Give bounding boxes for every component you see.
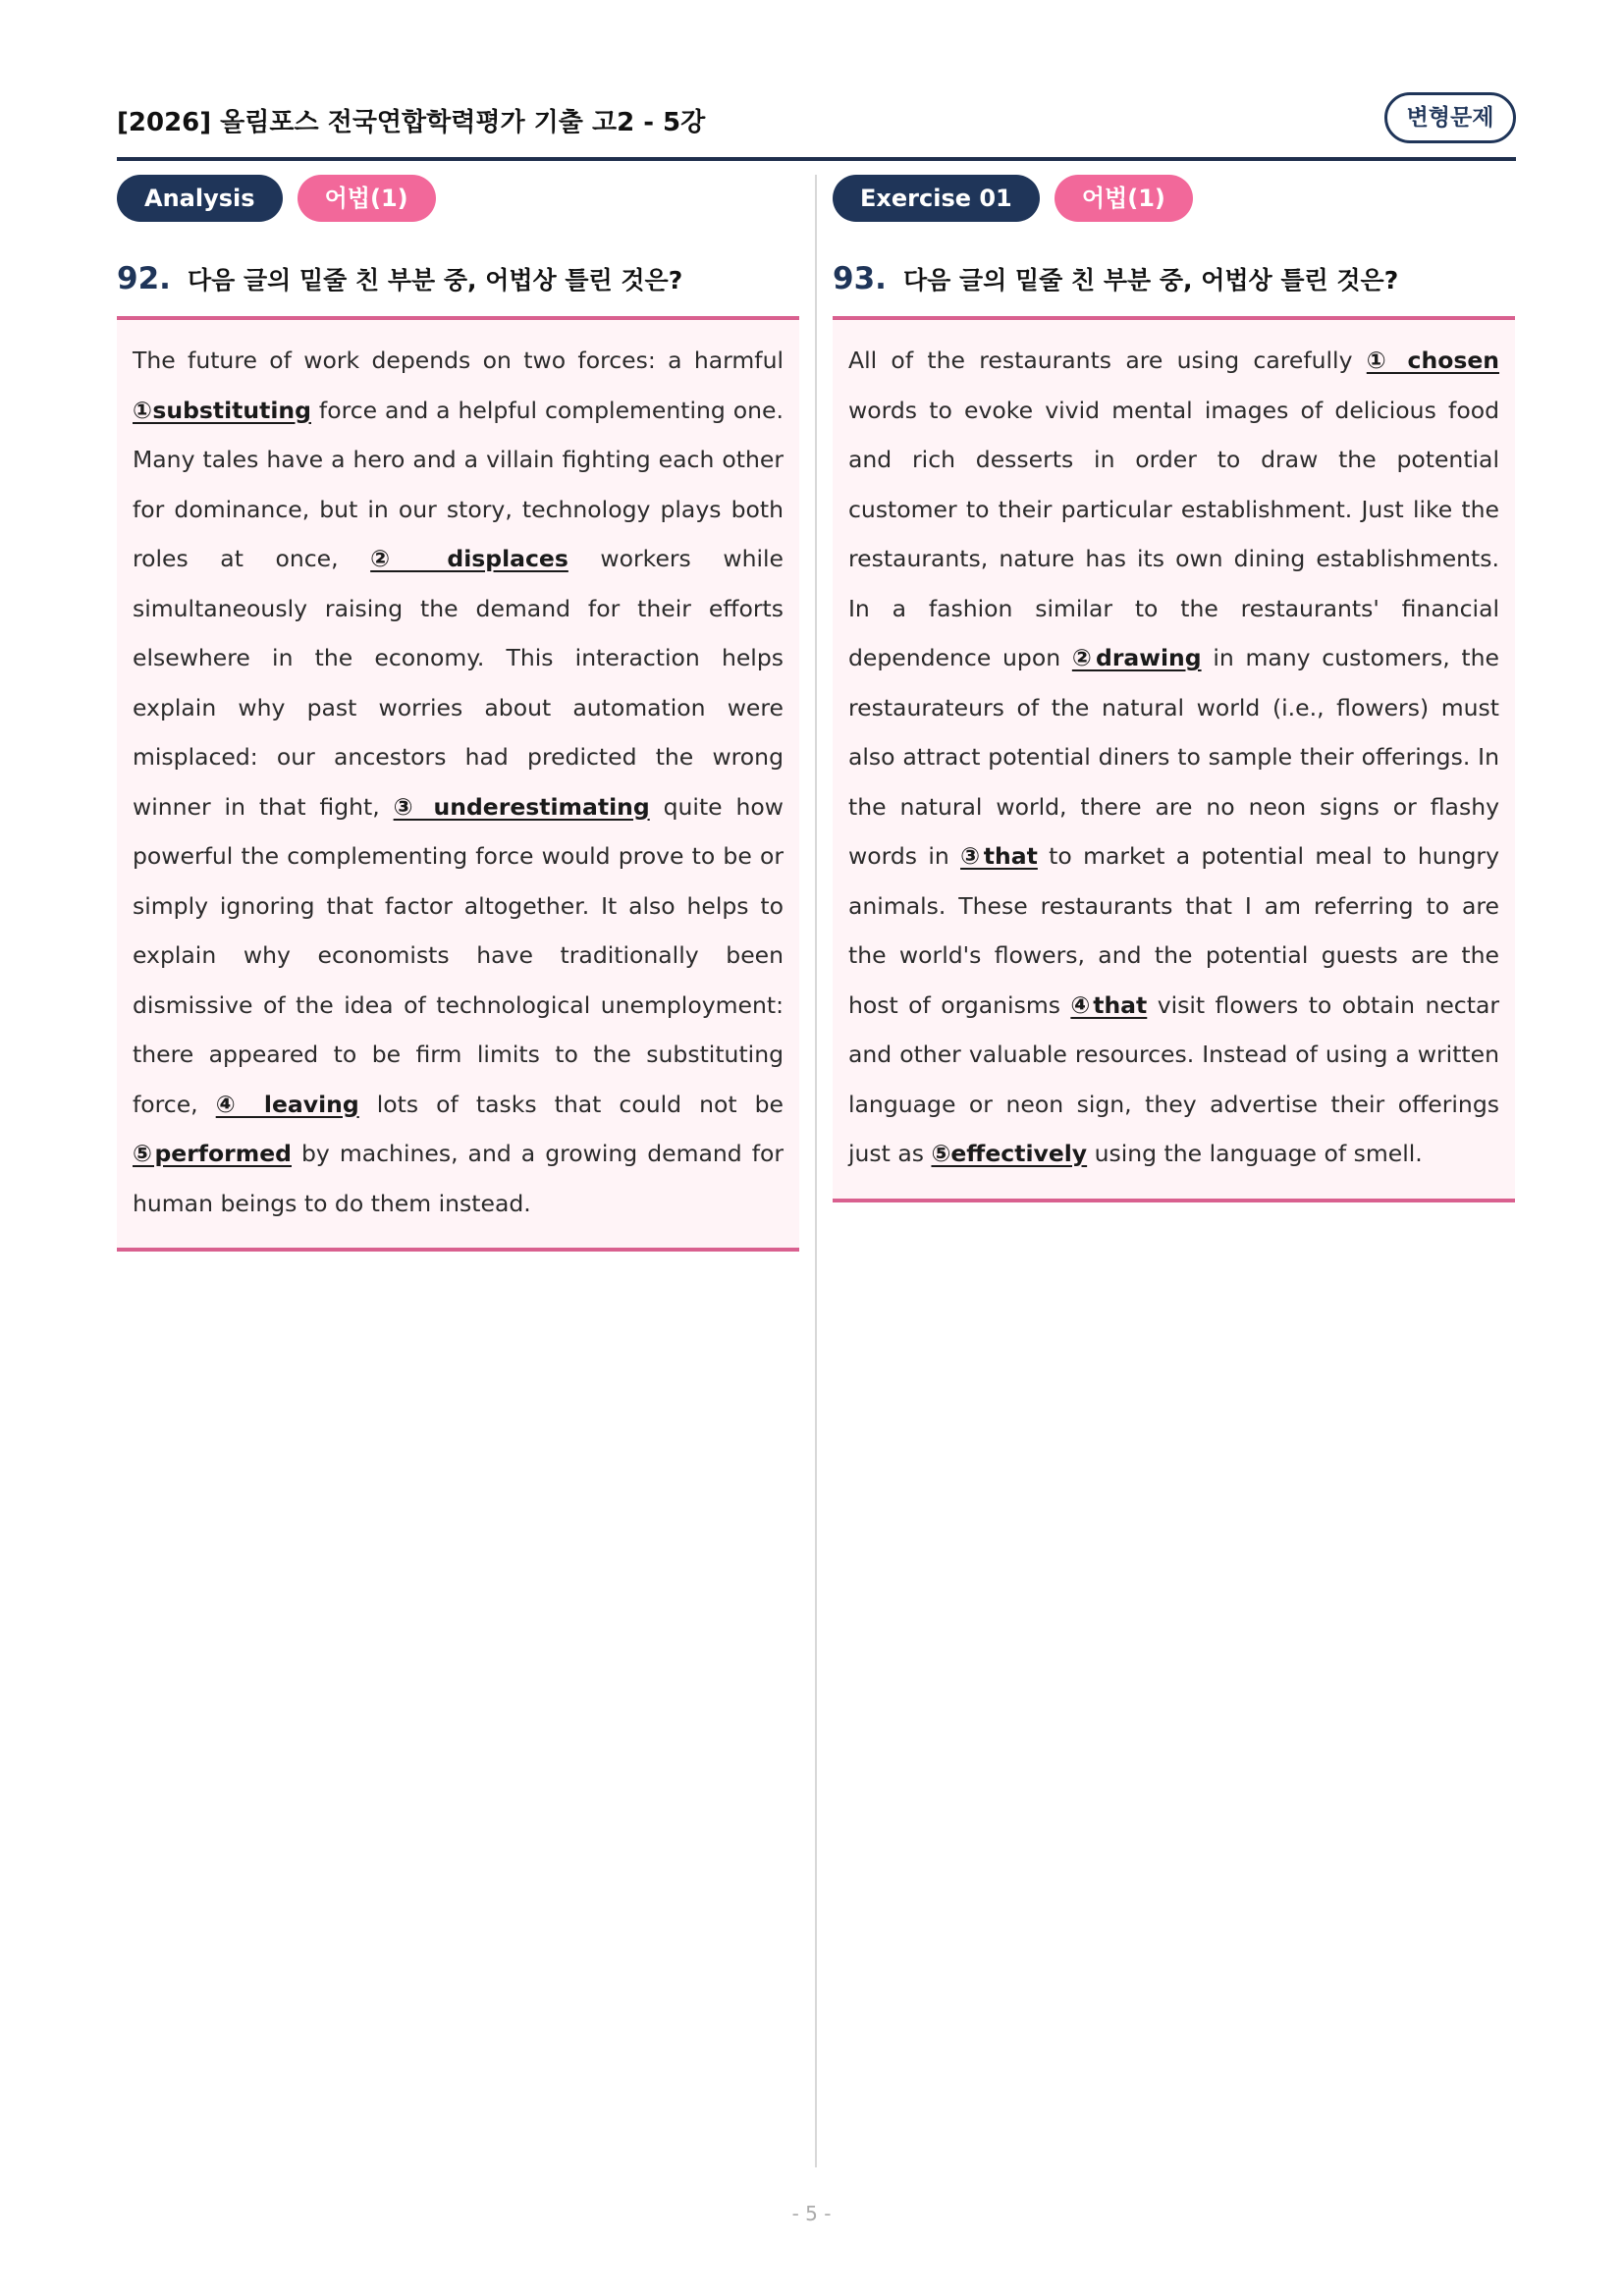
underlined-choice: ③ underestimating xyxy=(393,792,650,821)
underlined-choice: ③that xyxy=(960,842,1038,870)
passage-segment: visit flowers to obtain nectar and other valuable resources. Instead of using a written language or neon sign, they advertise their offerings just as xyxy=(848,990,1500,1167)
question-text: 다음 글의 밑줄 친 부분 중, 어법상 틀린 것은? xyxy=(903,266,1399,294)
passage-box xyxy=(117,316,799,1252)
question-number: 92. xyxy=(117,261,171,296)
page-header xyxy=(117,90,1516,161)
page-number: - 5 - xyxy=(791,2202,832,2225)
passage-segment: All of the restaurants are using carefully xyxy=(848,347,1367,374)
grammar-tag: 어법(1) xyxy=(298,175,436,222)
passage-segment: using the language of smell. xyxy=(1087,1140,1423,1167)
question-heading xyxy=(117,261,799,304)
underlined-choice: ②drawing xyxy=(1071,644,1202,671)
underlined-choice: ⑤effectively xyxy=(931,1140,1088,1167)
passage-segment: in many customers, the restaurateurs of the natural world (i.e., flowers) must also attract potential diners to sample their offerings. In the natural world, there are no neon signs or flashy words in xyxy=(848,644,1499,870)
underlined-choice: ⑤performed xyxy=(133,1140,292,1167)
column-divider xyxy=(815,175,817,2167)
analysis-tag: Analysis xyxy=(117,175,283,222)
passage-segment: The future of work depends on two forces: a harmful xyxy=(133,347,784,374)
question-heading xyxy=(833,261,1515,304)
passage-segment: force and a helpful complementing one. Many tales have a hero and a villain fighting each other for dominance, but in our story, technology plays both roles at once, xyxy=(133,396,784,572)
right-tags xyxy=(833,175,1515,222)
underlined-choice: ①substituting xyxy=(133,396,311,424)
header-title: [2026] 올림포스 전국연합학력평가 기출 고2 - 5강 xyxy=(117,108,706,137)
underlined-choice: ① chosen xyxy=(1366,347,1500,374)
passage-segment: words to evoke vivid mental images of delicious food and rich desserts in order to draw the potential customer to their particular establishment. Just like the restaurants, nature has its own dining establishments. In a fashion similar to the restaurants' financial dependence upon xyxy=(848,396,1499,671)
grammar-tag: 어법(1) xyxy=(1055,175,1193,222)
passage-segment: by machines, and a growing demand for human beings to do them instead. xyxy=(133,1140,784,1217)
passage-segment: to market a potential meal to hungry animals. These restaurants that I am referring to are the world's flowers, and the potential guests are the host of organisms xyxy=(848,842,1499,1019)
question-text: 다음 글의 밑줄 친 부분 중, 어법상 틀린 것은? xyxy=(188,266,683,294)
underlined-choice: ② displaces xyxy=(370,545,568,572)
passage-segment: workers while simultaneously raising the demand for their efforts elsewhere in the economy. This interaction helps explain why past worries about automation were misplaced: our ancestors had predicted the wrong winner in that fight, xyxy=(133,545,784,821)
underlined-choice: ④that xyxy=(1070,990,1148,1019)
right-column xyxy=(833,175,1515,1202)
passage-segment: quite how powerful the complementing force would prove to be or simply ignoring that factor altogether. It also helps to explain why economists have traditionally been dismissive of the idea of technological unemployment: there appeared to be firm limits to the substituting force, xyxy=(133,792,784,1118)
left-tags xyxy=(117,175,799,222)
question-number: 93. xyxy=(833,261,887,296)
exercise-tag: Exercise 01 xyxy=(833,175,1040,222)
passage-text xyxy=(848,336,1499,1179)
variant-badge: 변형문제 xyxy=(1384,92,1516,143)
passage-segment: lots of tasks that could not be xyxy=(358,1090,784,1118)
left-column xyxy=(117,175,799,1252)
passage-box xyxy=(833,316,1515,1202)
underlined-choice: ④ leaving xyxy=(215,1090,359,1118)
passage-text xyxy=(133,336,784,1228)
